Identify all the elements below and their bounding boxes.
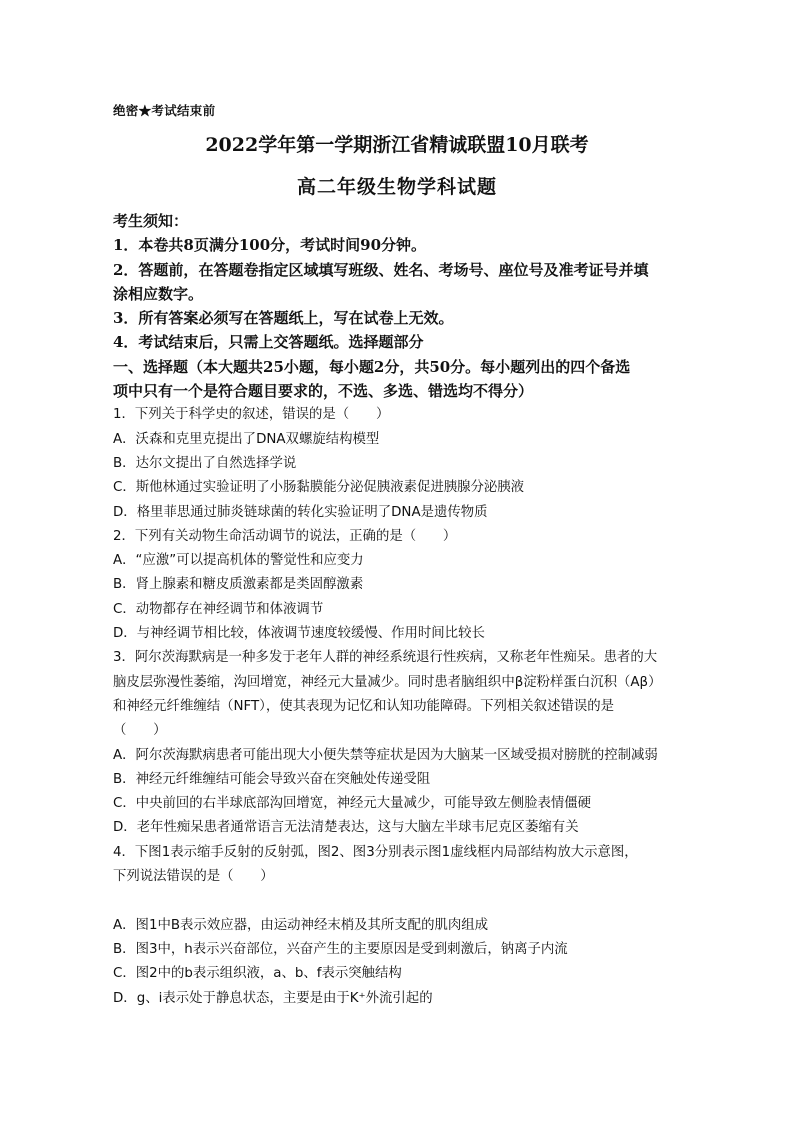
answer-option: A．图1中B表示效应器，由运动神经末梢及其所支配的肌肉组成 [113, 917, 489, 933]
notice-item: 4．考试结束后，只需上交答题纸。选择题部分 [113, 333, 424, 352]
answer-option: C．中央前回的右半球底部沟回增宽，神经元大量减少，可能导致左侧脸表情僵硬 [113, 796, 592, 812]
exam-body [113, 209, 687, 1011]
answer-option: A．沃森和克里克提出了DNA双螺旋结构模型 [113, 431, 380, 447]
notice-item: 2．答题前，在答题卷指定区域填写班级、姓名、考场号、座位号及准考证号并填 [113, 260, 649, 279]
figure-placeholder [113, 889, 687, 913]
answer-option: D．与神经调节相比较，体液调节速度较缓慢、作用时间比较长 [113, 626, 485, 642]
question-stem: 4．下图1表示缩手反射的反射弧，图2、图3分别表示图1虚线框内局部结构放大示意图， [113, 844, 638, 860]
answer-option: D．老年性痴呆患者通常语言无法清楚表达，这与大脑左半球韦尼克区萎缩有关 [113, 820, 579, 836]
question-stem: 和神经元纤维缠结（NFT），使其表现为记忆和认知功能障碍。下列相关叙述错误的是 [113, 698, 615, 714]
question-stem: 3．阿尔茨海默病是一种多发于老年人群的神经系统退行性疾病，又称老年性痴呆。患者的大 [113, 650, 658, 666]
question-stem: 下列说法错误的是（ ） [113, 869, 274, 885]
answer-option: D．格里菲思通过肺炎链球菌的转化实验证明了DNA是遗传物质 [113, 504, 488, 520]
question-stem: 2．下列有关动物生命活动调节的说法，正确的是（ ） [113, 528, 457, 544]
answer-option: C．斯他林通过实验证明了小肠黏膜能分泌促胰液素促进胰腺分泌胰液 [113, 480, 525, 496]
section-heading: 项中只有一个是符合题目要求的，不选、多选、错选均不得分） [113, 382, 534, 401]
answer-option: C．图2中的b表示组织液，a、b、f表示突触结构 [113, 966, 402, 982]
answer-option: D．g、i表示处于静息状态，主要是由于K⁺外流引起的 [113, 990, 433, 1006]
answer-option: B．肾上腺素和糖皮质激素都是类固醇激素 [113, 577, 364, 593]
question-stem: 1．下列关于科学史的叙述，错误的是（ ） [113, 407, 390, 423]
exam-subtitle: 高二年级生物学科试题 [296, 176, 497, 198]
notice-heading: 考生须知： [113, 212, 189, 230]
answer-option: A．阿尔茨海默病患者可能出现大小便失禁等症状是因为大脑某一区域受损对膀胱的控制减弱 [113, 747, 658, 763]
notice-item: 3．所有答案必须写在答题纸上，写在试卷上无效。 [113, 309, 454, 328]
answer-option: B．图3中，h表示兴奋部位，兴奋产生的主要原因是受到刺激后，钠离子内流 [113, 941, 568, 957]
answer-option: B．达尔文提出了自然选择学说 [113, 455, 297, 471]
answer-option: B．神经元纤维缠结可能会导致兴奋在突触处传递受阻 [113, 771, 431, 787]
answer-option: C．动物都存在神经调节和体液调节 [113, 601, 324, 617]
notice-item: 涂相应数字。 [113, 284, 204, 303]
confidential-label: 绝密★考试结束前 [113, 103, 216, 118]
question-stem: （ ） [113, 723, 167, 739]
section-heading: 一、选择题（本大题共25小题，每小题2分，共50分。每小题列出的四个备选 [113, 357, 631, 376]
answer-option: A．“应激”可以提高机体的警觉性和应变力 [113, 553, 364, 569]
exam-title: 2022学年第一学期浙江省精诚联盟10月联考 [205, 134, 589, 156]
notice-item: 1．本卷共8页满分100分，考试时间90分钟。 [113, 236, 427, 255]
question-stem: 脑皮层弥漫性萎缩，沟回增宽，神经元大量减少。同时患者脑组织中β淀粉样蛋白沉积（Aβ） [113, 674, 662, 690]
